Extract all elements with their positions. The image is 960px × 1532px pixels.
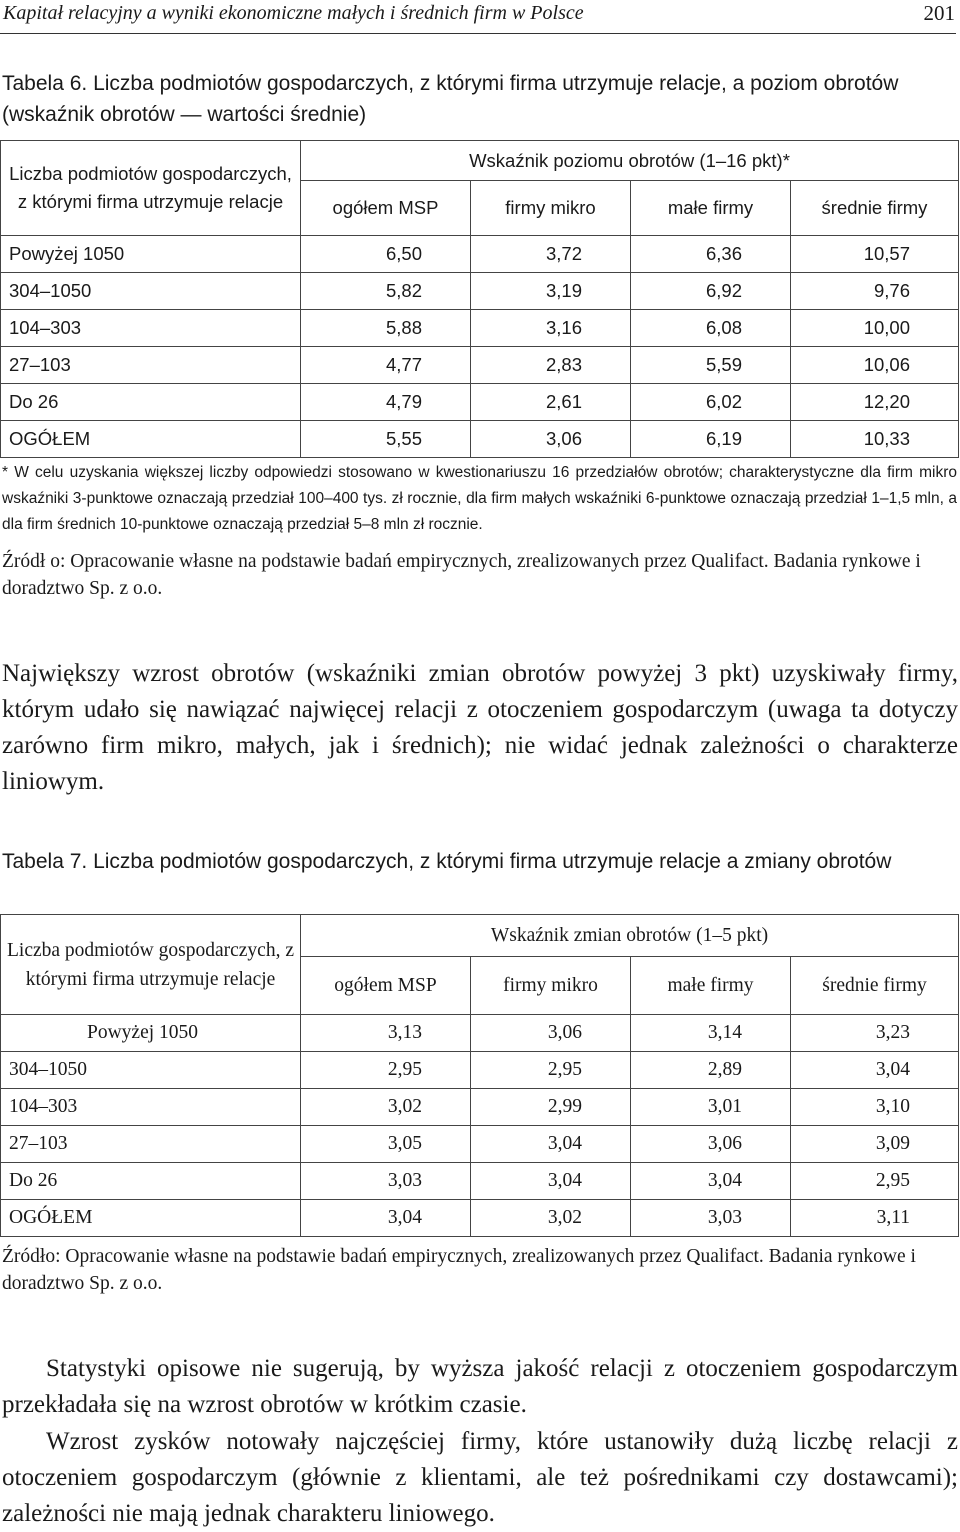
body-paragraph: Największy wzrost obrotów (wskaźniki zmian obrotów powyżej 3 pkt) uzyskiwały firmy, którym udało się nawiązać najwięcej relacji z otoczeniem gospodarczym (uwaga ta dotyczy zarówno firm mikro, małych, jak i średnich); nie widać jednak zależności o charakterze liniowym. <box>2 660 958 795</box>
table-row <box>1 1015 959 1052</box>
table6-footnote: * W celu uzyskania większej liczby odpowiedzi stosowano w kwestionariuszu 16 przedziałów obrotów; charakterystyczne dla firm mikro wskaźniki 3-punktowe oznaczają przedział 100–400 tys. zł rocznie, dla firm małych wskaźniki 6-punktowe oznaczają przedział 1–1,5 mln, a dla firm średnich 10-punktowe oznaczają przedział 5–8 mln zł rocznie. <box>2 464 957 533</box>
cell-value: 6,08 <box>631 310 791 347</box>
cell-value: 3,02 <box>301 1089 471 1126</box>
cell-value: 2,95 <box>791 1163 959 1200</box>
cell-value: 5,55 <box>301 421 471 458</box>
header-rule <box>0 33 956 34</box>
cell-value: 2,95 <box>301 1052 471 1089</box>
row-label: Do 26 <box>1 1163 301 1200</box>
cell-value: 3,04 <box>791 1052 959 1089</box>
cell-value: 6,50 <box>301 236 471 273</box>
table-row <box>1 347 959 384</box>
running-head-title: Kapitał relacyjny a wyniki ekonomiczne małych i średnich firm w Polsce <box>3 2 584 24</box>
row-label: 27–103 <box>1 347 301 384</box>
table-row <box>1 1089 959 1126</box>
table6-group-header: Wskaźnik poziomu obrotów (1–16 pkt)* <box>301 141 959 181</box>
table7-row-header: Liczba podmiotów gospodarczych, z którymi firma utrzymuje relacje <box>1 915 301 1015</box>
table6 <box>0 140 959 458</box>
table7-caption: Tabela 7. Liczba podmiotów gospodarczych, z którymi firma utrzymuje relacje a zmiany obrotów <box>2 850 892 873</box>
page-number: 201 <box>923 1 955 25</box>
row-label: 104–303 <box>1 1089 301 1126</box>
table7-col-header: średnie firmy <box>791 957 959 1015</box>
running-head <box>3 0 955 30</box>
cell-value: 3,16 <box>471 310 631 347</box>
table-row <box>1 384 959 421</box>
row-label: 304–1050 <box>1 1052 301 1089</box>
cell-value: 3,03 <box>301 1163 471 1200</box>
cell-value: 3,03 <box>631 1200 791 1237</box>
cell-value: 3,01 <box>631 1089 791 1126</box>
row-label: 104–303 <box>1 310 301 347</box>
cell-value: 2,99 <box>471 1089 631 1126</box>
table6-source: Źródł o: Opracowanie własne na podstawie badań empirycznych, zrealizowanych przez Qualifact. Badania rynkowe i doradztwo Sp. z o.o. <box>2 551 921 599</box>
cell-value: 9,76 <box>791 273 959 310</box>
cell-value: 3,23 <box>791 1015 959 1052</box>
table7-source: Źródło: Opracowanie własne na podstawie badań empirycznych, zrealizowanych przez Qualifact. Badania rynkowe i doradztwo Sp. z o.o. <box>2 1246 916 1294</box>
cell-value: 2,95 <box>471 1052 631 1089</box>
cell-value: 3,06 <box>631 1126 791 1163</box>
row-label: OGÓŁEM <box>1 1200 301 1237</box>
cell-value: 3,14 <box>631 1015 791 1052</box>
cell-value: 3,04 <box>301 1200 471 1237</box>
cell-value: 2,83 <box>471 347 631 384</box>
row-label: Do 26 <box>1 384 301 421</box>
table-row <box>1 310 959 347</box>
table-row <box>1 236 959 273</box>
row-label: 304–1050 <box>1 273 301 310</box>
table6-caption: Tabela 6. Liczba podmiotów gospodarczych, z którymi firma utrzymuje relacje, a poziom obrotów (wskaźnik obrotów — wartości średnie) <box>2 72 899 126</box>
cell-value: 10,06 <box>791 347 959 384</box>
table-row <box>1 1126 959 1163</box>
row-label: Powyżej 1050 <box>1 1015 301 1052</box>
cell-value: 3,06 <box>471 1015 631 1052</box>
cell-value: 5,82 <box>301 273 471 310</box>
table6-col-header: ogółem MSP <box>301 181 471 236</box>
cell-value: 10,57 <box>791 236 959 273</box>
cell-value: 2,61 <box>471 384 631 421</box>
cell-value: 3,10 <box>791 1089 959 1126</box>
table-row <box>1 273 959 310</box>
table-row <box>1 1163 959 1200</box>
table7 <box>0 914 959 1237</box>
table6-col-header: średnie firmy <box>791 181 959 236</box>
table-row <box>1 1052 959 1089</box>
cell-value: 3,13 <box>301 1015 471 1052</box>
body-paragraph: Wzrost zysków notowały najczęściej firmy, które ustanowiły dużą liczbę relacji z otoczeniem gospodarczym (głównie z klientami, ale też pośrednikami czy dostawcami); zależności nie mają jednak charakteru liniowego. <box>2 1428 958 1527</box>
table-row <box>1 1200 959 1237</box>
cell-value: 5,88 <box>301 310 471 347</box>
table7-col-header: firmy mikro <box>471 957 631 1015</box>
cell-value: 10,00 <box>791 310 959 347</box>
cell-value: 3,09 <box>791 1126 959 1163</box>
cell-value: 3,72 <box>471 236 631 273</box>
table6-col-header: firmy mikro <box>471 181 631 236</box>
cell-value: 6,02 <box>631 384 791 421</box>
table7-col-header: małe firmy <box>631 957 791 1015</box>
cell-value: 4,77 <box>301 347 471 384</box>
cell-value: 6,92 <box>631 273 791 310</box>
cell-value: 3,04 <box>631 1163 791 1200</box>
cell-value: 3,04 <box>471 1126 631 1163</box>
cell-value: 3,11 <box>791 1200 959 1237</box>
table7-col-header: ogółem MSP <box>301 957 471 1015</box>
cell-value: 6,36 <box>631 236 791 273</box>
table6-row-header: Liczba podmiotów gospodarczych, z którymi firma utrzymuje relacje <box>1 141 301 236</box>
cell-value: 4,79 <box>301 384 471 421</box>
cell-value: 12,20 <box>791 384 959 421</box>
table6-col-header: małe firmy <box>631 181 791 236</box>
body-paragraph: Statystyki opisowe nie sugerują, by wyższa jakość relacji z otoczeniem gospodarczym przekładała się na wzrost obrotów w krótkim czasie. <box>2 1355 958 1418</box>
cell-value: 3,05 <box>301 1126 471 1163</box>
table7-group-header: Wskaźnik zmian obrotów (1–5 pkt) <box>301 915 959 957</box>
cell-value: 3,06 <box>471 421 631 458</box>
cell-value: 3,02 <box>471 1200 631 1237</box>
table-row <box>1 421 959 458</box>
cell-value: 5,59 <box>631 347 791 384</box>
row-label: 27–103 <box>1 1126 301 1163</box>
cell-value: 3,04 <box>471 1163 631 1200</box>
cell-value: 2,89 <box>631 1052 791 1089</box>
row-label: Powyżej 1050 <box>1 236 301 273</box>
cell-value: 10,33 <box>791 421 959 458</box>
cell-value: 3,19 <box>471 273 631 310</box>
row-label: OGÓŁEM <box>1 421 301 458</box>
cell-value: 6,19 <box>631 421 791 458</box>
